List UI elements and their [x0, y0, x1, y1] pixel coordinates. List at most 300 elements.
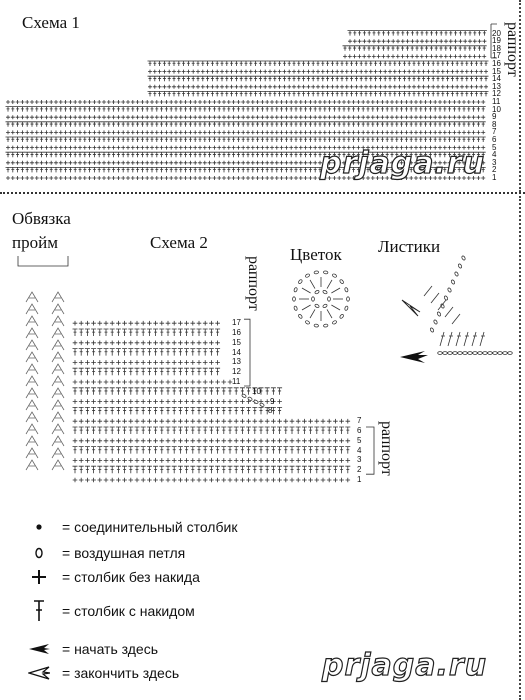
single-crochet-mark — [234, 419, 239, 424]
scheme1-row-number: 18 — [492, 43, 501, 53]
double-crochet-mark — [15, 137, 20, 142]
chain-oval-icon — [28, 542, 50, 564]
single-crochet-mark — [275, 161, 279, 165]
double-crochet-mark — [73, 407, 78, 414]
double-crochet-mark — [436, 61, 441, 66]
single-crochet-mark — [11, 130, 15, 134]
start-arrow-icon — [400, 351, 428, 363]
single-crochet-mark — [246, 115, 250, 119]
single-crochet-mark — [353, 54, 357, 58]
single-crochet-mark — [406, 39, 410, 43]
double-crochet-mark — [431, 91, 436, 96]
single-crochet-mark — [302, 70, 306, 74]
double-crochet-mark — [270, 107, 275, 112]
single-crochet-mark — [444, 39, 448, 43]
double-crochet-mark — [418, 107, 423, 112]
double-crochet-mark — [196, 76, 201, 81]
double-crochet-mark — [190, 368, 195, 375]
double-crochet-mark — [97, 466, 102, 473]
single-crochet-mark — [246, 419, 251, 424]
scheme2-row-number: 13 — [232, 357, 241, 367]
single-crochet-mark — [253, 439, 258, 444]
single-crochet-mark — [153, 321, 158, 326]
scheme2-stitches — [73, 318, 351, 482]
double-crochet-mark — [87, 167, 92, 172]
double-crochet-mark — [352, 31, 357, 36]
double-crochet-mark — [150, 107, 155, 112]
single-crochet-mark — [402, 85, 406, 89]
scheme2-row-number: 3 — [357, 455, 362, 465]
double-crochet-mark — [316, 76, 321, 81]
single-crochet-mark — [326, 85, 330, 89]
double-crochet-mark — [116, 349, 121, 356]
double-crochet-mark — [443, 46, 448, 51]
single-crochet-mark — [172, 380, 177, 385]
double-crochet-mark — [433, 137, 438, 142]
double-crochet-mark — [152, 76, 157, 81]
single-crochet-mark — [246, 161, 250, 165]
double-crochet-mark — [87, 152, 92, 157]
double-crochet-mark — [153, 407, 158, 414]
double-crochet-mark — [294, 167, 299, 172]
single-crochet-mark — [16, 100, 20, 104]
single-crochet-mark — [122, 478, 127, 483]
double-crochet-mark — [339, 427, 344, 434]
double-crochet-mark — [20, 122, 25, 127]
single-crochet-mark — [420, 54, 424, 58]
single-crochet-mark — [44, 176, 48, 180]
double-crochet-mark — [104, 447, 109, 454]
single-crochet-mark — [273, 85, 277, 89]
double-crochet-mark — [464, 61, 469, 66]
single-crochet-mark — [246, 146, 250, 150]
single-crochet-mark — [203, 399, 208, 404]
double-crochet-mark — [325, 76, 330, 81]
single-crochet-mark — [131, 130, 135, 134]
double-crochet-mark — [58, 152, 63, 157]
legend-text: = соединительный столбик — [62, 519, 238, 535]
single-crochet-mark — [136, 161, 140, 165]
single-crochet-mark — [116, 146, 120, 150]
single-crochet-mark — [169, 115, 173, 119]
double-crochet-mark — [290, 466, 295, 473]
scheme1-rapport-label: раппорт — [504, 22, 521, 77]
double-crochet-mark — [279, 152, 284, 157]
double-crochet-mark — [258, 76, 263, 81]
double-crochet-mark — [147, 407, 152, 414]
double-crochet-mark — [255, 137, 260, 142]
double-crochet-mark — [106, 107, 111, 112]
chain-mark — [498, 352, 503, 355]
double-crochet-mark — [184, 329, 189, 336]
single-crochet-mark — [390, 100, 394, 104]
double-crochet-mark — [97, 368, 102, 375]
single-crochet-mark — [131, 115, 135, 119]
single-crochet-mark — [415, 54, 419, 58]
single-crochet-mark — [174, 146, 178, 150]
double-crochet-mark — [250, 152, 255, 157]
double-crochet-mark — [255, 152, 260, 157]
single-crochet-mark — [112, 146, 116, 150]
scheme2-panel — [0, 196, 525, 700]
double-crochet-mark — [468, 31, 473, 36]
double-crochet-mark — [445, 61, 450, 66]
double-crochet-mark — [97, 447, 102, 454]
single-crochet-mark — [294, 161, 298, 165]
double-crochet-mark — [394, 137, 399, 142]
double-crochet-mark — [34, 122, 39, 127]
single-crochet-mark — [402, 70, 406, 74]
double-crochet-mark — [436, 76, 441, 81]
single-crochet-mark — [169, 130, 173, 134]
single-crochet-mark — [184, 360, 189, 365]
single-crochet-mark — [265, 458, 270, 463]
double-crochet-mark — [248, 76, 253, 81]
single-crochet-mark — [361, 100, 365, 104]
single-crochet-mark — [217, 100, 221, 104]
double-crochet-mark — [296, 447, 301, 454]
double-crochet-mark — [476, 107, 481, 112]
single-crochet-mark — [357, 54, 361, 58]
double-crochet-mark — [221, 407, 226, 414]
double-crochet-mark — [383, 76, 388, 81]
double-crochet-mark — [152, 61, 157, 66]
single-crochet-mark — [104, 478, 109, 483]
single-crochet-mark — [347, 130, 351, 134]
single-crochet-mark — [122, 399, 127, 404]
double-crochet-mark — [240, 407, 245, 414]
chain-mark — [314, 304, 319, 309]
double-crochet-mark — [311, 91, 316, 96]
double-crochet-mark — [135, 349, 140, 356]
double-crochet-mark — [392, 91, 397, 96]
double-crochet-mark — [73, 122, 78, 127]
double-crochet-mark — [346, 107, 351, 112]
chain-mark — [305, 273, 310, 278]
single-crochet-mark — [339, 478, 344, 483]
single-crochet-mark — [289, 176, 293, 180]
single-crochet-mark — [208, 130, 212, 134]
chain-mark — [453, 352, 458, 355]
double-crochet-mark — [318, 137, 323, 142]
single-crochet-mark — [236, 130, 240, 134]
double-crochet-mark — [172, 407, 177, 414]
single-crochet-mark — [209, 341, 214, 346]
double-crochet-mark — [184, 388, 189, 395]
double-crochet-mark — [397, 76, 402, 81]
single-crochet-mark — [308, 478, 313, 483]
double-crochet-mark — [466, 137, 471, 142]
double-crochet-mark — [221, 447, 226, 454]
double-crochet-mark — [159, 388, 164, 395]
double-crochet-mark — [167, 91, 172, 96]
double-crochet-mark — [203, 427, 208, 434]
single-crochet-mark — [476, 130, 480, 134]
double-crochet-mark — [145, 122, 150, 127]
single-crochet-mark — [430, 39, 434, 43]
single-crochet-mark — [197, 419, 202, 424]
double-crochet-mark — [78, 122, 83, 127]
double-crochet-mark — [313, 122, 318, 127]
single-crochet-mark — [484, 70, 488, 74]
single-crochet-mark — [484, 85, 488, 89]
single-crochet-mark — [374, 70, 378, 74]
double-crochet-mark — [292, 91, 297, 96]
double-crochet-mark — [79, 466, 84, 473]
single-crochet-mark — [153, 478, 158, 483]
double-crochet-mark — [203, 329, 208, 336]
double-crochet-mark — [174, 122, 179, 127]
single-crochet-mark — [446, 85, 450, 89]
double-crochet-mark — [220, 61, 225, 66]
single-crochet-mark — [299, 146, 303, 150]
double-crochet-mark — [184, 407, 189, 414]
single-crochet-mark — [25, 176, 29, 180]
double-crochet-mark — [265, 152, 270, 157]
single-crochet-mark — [290, 478, 295, 483]
single-crochet-mark — [304, 100, 308, 104]
single-crochet-mark — [407, 70, 411, 74]
double-crochet-mark — [452, 107, 457, 112]
single-crochet-mark — [278, 70, 282, 74]
double-crochet-mark — [122, 388, 127, 395]
double-crochet-mark — [265, 388, 270, 395]
single-crochet-mark — [308, 419, 313, 424]
double-crochet-mark — [392, 61, 397, 66]
double-crochet-mark — [339, 447, 344, 454]
double-crochet-mark — [172, 76, 177, 81]
double-crochet-mark — [362, 46, 367, 51]
double-crochet-mark — [205, 91, 210, 96]
double-crochet-mark — [229, 91, 234, 96]
chain-mark — [443, 352, 448, 355]
double-crochet-mark — [282, 61, 287, 66]
single-crochet-mark — [296, 439, 301, 444]
single-crochet-mark — [254, 70, 258, 74]
chain-mark — [259, 402, 264, 407]
double-crochet-mark — [190, 407, 195, 414]
double-crochet-mark — [246, 388, 251, 395]
double-crochet-mark — [234, 447, 239, 454]
double-crochet-mark — [327, 466, 332, 473]
single-crochet-mark — [178, 419, 183, 424]
single-crochet-mark — [210, 70, 214, 74]
single-crochet-mark — [91, 321, 96, 326]
double-crochet-mark — [196, 91, 201, 96]
single-crochet-mark — [405, 54, 409, 58]
single-crochet-mark — [240, 399, 245, 404]
single-crochet-mark — [35, 115, 39, 119]
single-crochet-mark — [258, 70, 262, 74]
single-crochet-mark — [222, 419, 227, 424]
double-crochet-mark — [308, 122, 313, 127]
double-crochet-mark — [20, 167, 25, 172]
single-crochet-mark — [246, 130, 250, 134]
double-crochet-mark — [270, 167, 275, 172]
single-crochet-mark — [212, 115, 216, 119]
double-crochet-mark — [154, 137, 159, 142]
double-crochet-mark — [172, 427, 177, 434]
double-crochet-mark — [231, 122, 236, 127]
single-crochet-mark — [126, 176, 130, 180]
single-crochet-mark — [25, 115, 29, 119]
single-crochet-mark — [160, 130, 164, 134]
single-crochet-mark — [155, 161, 159, 165]
double-crochet-mark — [6, 167, 11, 172]
double-crochet-mark — [44, 122, 49, 127]
double-crochet-mark — [91, 329, 96, 336]
single-crochet-mark — [73, 161, 77, 165]
single-crochet-mark — [160, 161, 164, 165]
single-crochet-mark — [166, 439, 171, 444]
double-crochet-mark — [25, 122, 30, 127]
single-crochet-mark — [160, 146, 164, 150]
double-crochet-mark — [241, 122, 246, 127]
single-crochet-mark — [343, 54, 347, 58]
single-crochet-mark — [253, 419, 258, 424]
chain-mark — [451, 279, 456, 284]
single-crochet-mark — [97, 146, 101, 150]
single-crochet-mark — [271, 439, 276, 444]
single-crochet-mark — [203, 161, 207, 165]
double-crochet-mark — [471, 107, 476, 112]
single-crochet-mark — [208, 161, 212, 165]
double-crochet-mark — [279, 137, 284, 142]
double-crochet-mark — [335, 61, 340, 66]
double-crochet-mark — [250, 107, 255, 112]
panel-divider — [0, 192, 525, 194]
single-crochet-mark — [172, 360, 177, 365]
double-crochet-mark — [121, 137, 126, 142]
single-crochet-mark — [135, 321, 140, 326]
double-crochet-mark — [332, 137, 337, 142]
double-crochet-mark — [423, 137, 428, 142]
double-crochet-mark — [416, 76, 421, 81]
double-crochet-mark — [260, 122, 265, 127]
double-crochet-mark — [367, 46, 372, 51]
double-crochet-mark — [172, 349, 177, 356]
double-crochet-mark — [169, 137, 174, 142]
double-crochet-mark — [222, 122, 227, 127]
single-crochet-mark — [209, 458, 214, 463]
single-crochet-mark — [140, 130, 144, 134]
single-crochet-mark — [54, 146, 58, 150]
legend-item — [28, 662, 179, 684]
double-crochet-mark — [212, 152, 217, 157]
double-crochet-mark — [202, 152, 207, 157]
double-crochet-mark — [390, 137, 395, 142]
single-crochet-mark — [110, 341, 115, 346]
double-crochet-mark — [421, 91, 426, 96]
single-crochet-mark — [78, 161, 82, 165]
double-crochet-mark — [116, 447, 121, 454]
double-crochet-mark — [308, 466, 313, 473]
single-crochet-mark — [426, 70, 430, 74]
single-crochet-mark — [476, 115, 480, 119]
double-crochet-mark — [244, 76, 249, 81]
single-crochet-mark — [102, 176, 106, 180]
double-crochet-mark — [426, 61, 431, 66]
single-crochet-mark — [129, 439, 134, 444]
double-crochet-mark — [121, 167, 126, 172]
single-crochet-mark — [265, 176, 269, 180]
double-crochet-mark — [351, 137, 356, 142]
double-crochet-mark — [460, 91, 465, 96]
single-crochet-mark — [308, 439, 313, 444]
single-crochet-mark — [107, 176, 111, 180]
single-crochet-mark — [116, 321, 121, 326]
double-crochet-mark — [220, 76, 225, 81]
single-crochet-mark — [382, 39, 386, 43]
single-crochet-mark — [203, 176, 207, 180]
single-crochet-mark — [155, 130, 159, 134]
double-crochet-mark — [166, 427, 171, 434]
double-crochet-mark — [392, 76, 397, 81]
single-crochet-mark — [98, 360, 103, 365]
single-crochet-mark — [97, 100, 101, 104]
single-crochet-mark — [462, 130, 466, 134]
single-crochet-mark — [98, 439, 103, 444]
double-crochet-mark — [265, 137, 270, 142]
double-crochet-mark — [412, 91, 417, 96]
single-crochet-mark — [333, 458, 338, 463]
double-crochet-mark — [215, 447, 220, 454]
single-crochet-mark — [44, 146, 48, 150]
double-crochet-mark — [340, 91, 345, 96]
double-crochet-mark — [452, 137, 457, 142]
double-crochet-mark — [79, 349, 84, 356]
double-crochet-mark — [97, 107, 102, 112]
single-crochet-mark — [302, 478, 307, 483]
double-crochet-mark — [172, 61, 177, 66]
double-crochet-mark — [82, 152, 87, 157]
double-crochet-mark — [159, 152, 164, 157]
double-crochet-mark — [385, 107, 390, 112]
single-crochet-mark — [431, 70, 435, 74]
single-crochet-mark — [270, 176, 274, 180]
double-crochet-mark — [190, 427, 195, 434]
double-crochet-mark — [339, 466, 344, 473]
double-crochet-mark — [141, 349, 146, 356]
single-crochet-mark — [107, 130, 111, 134]
double-crochet-mark — [198, 122, 203, 127]
double-crochet-mark — [253, 76, 258, 81]
double-crochet-mark — [438, 122, 443, 127]
single-crochet-mark — [455, 70, 459, 74]
double-crochet-mark — [260, 167, 265, 172]
double-crochet-mark — [409, 122, 414, 127]
double-crochet-mark — [49, 137, 54, 142]
single-crochet-mark — [104, 360, 109, 365]
double-crochet-mark — [252, 427, 257, 434]
single-crochet-mark — [64, 176, 68, 180]
legend-item — [28, 638, 158, 660]
single-crochet-mark — [209, 478, 214, 483]
double-crochet-mark — [246, 137, 251, 142]
double-crochet-mark — [482, 46, 487, 51]
double-crochet-mark — [442, 137, 447, 142]
single-crochet-mark — [251, 130, 255, 134]
single-crochet-mark — [188, 130, 192, 134]
single-crochet-mark — [273, 70, 277, 74]
single-crochet-mark — [91, 341, 96, 346]
single-crochet-mark — [91, 360, 96, 365]
double-crochet-mark — [106, 137, 111, 142]
double-crochet-mark — [240, 447, 245, 454]
chain-mark — [503, 352, 508, 355]
double-crochet-mark — [110, 447, 115, 454]
double-crochet-mark — [356, 122, 361, 127]
